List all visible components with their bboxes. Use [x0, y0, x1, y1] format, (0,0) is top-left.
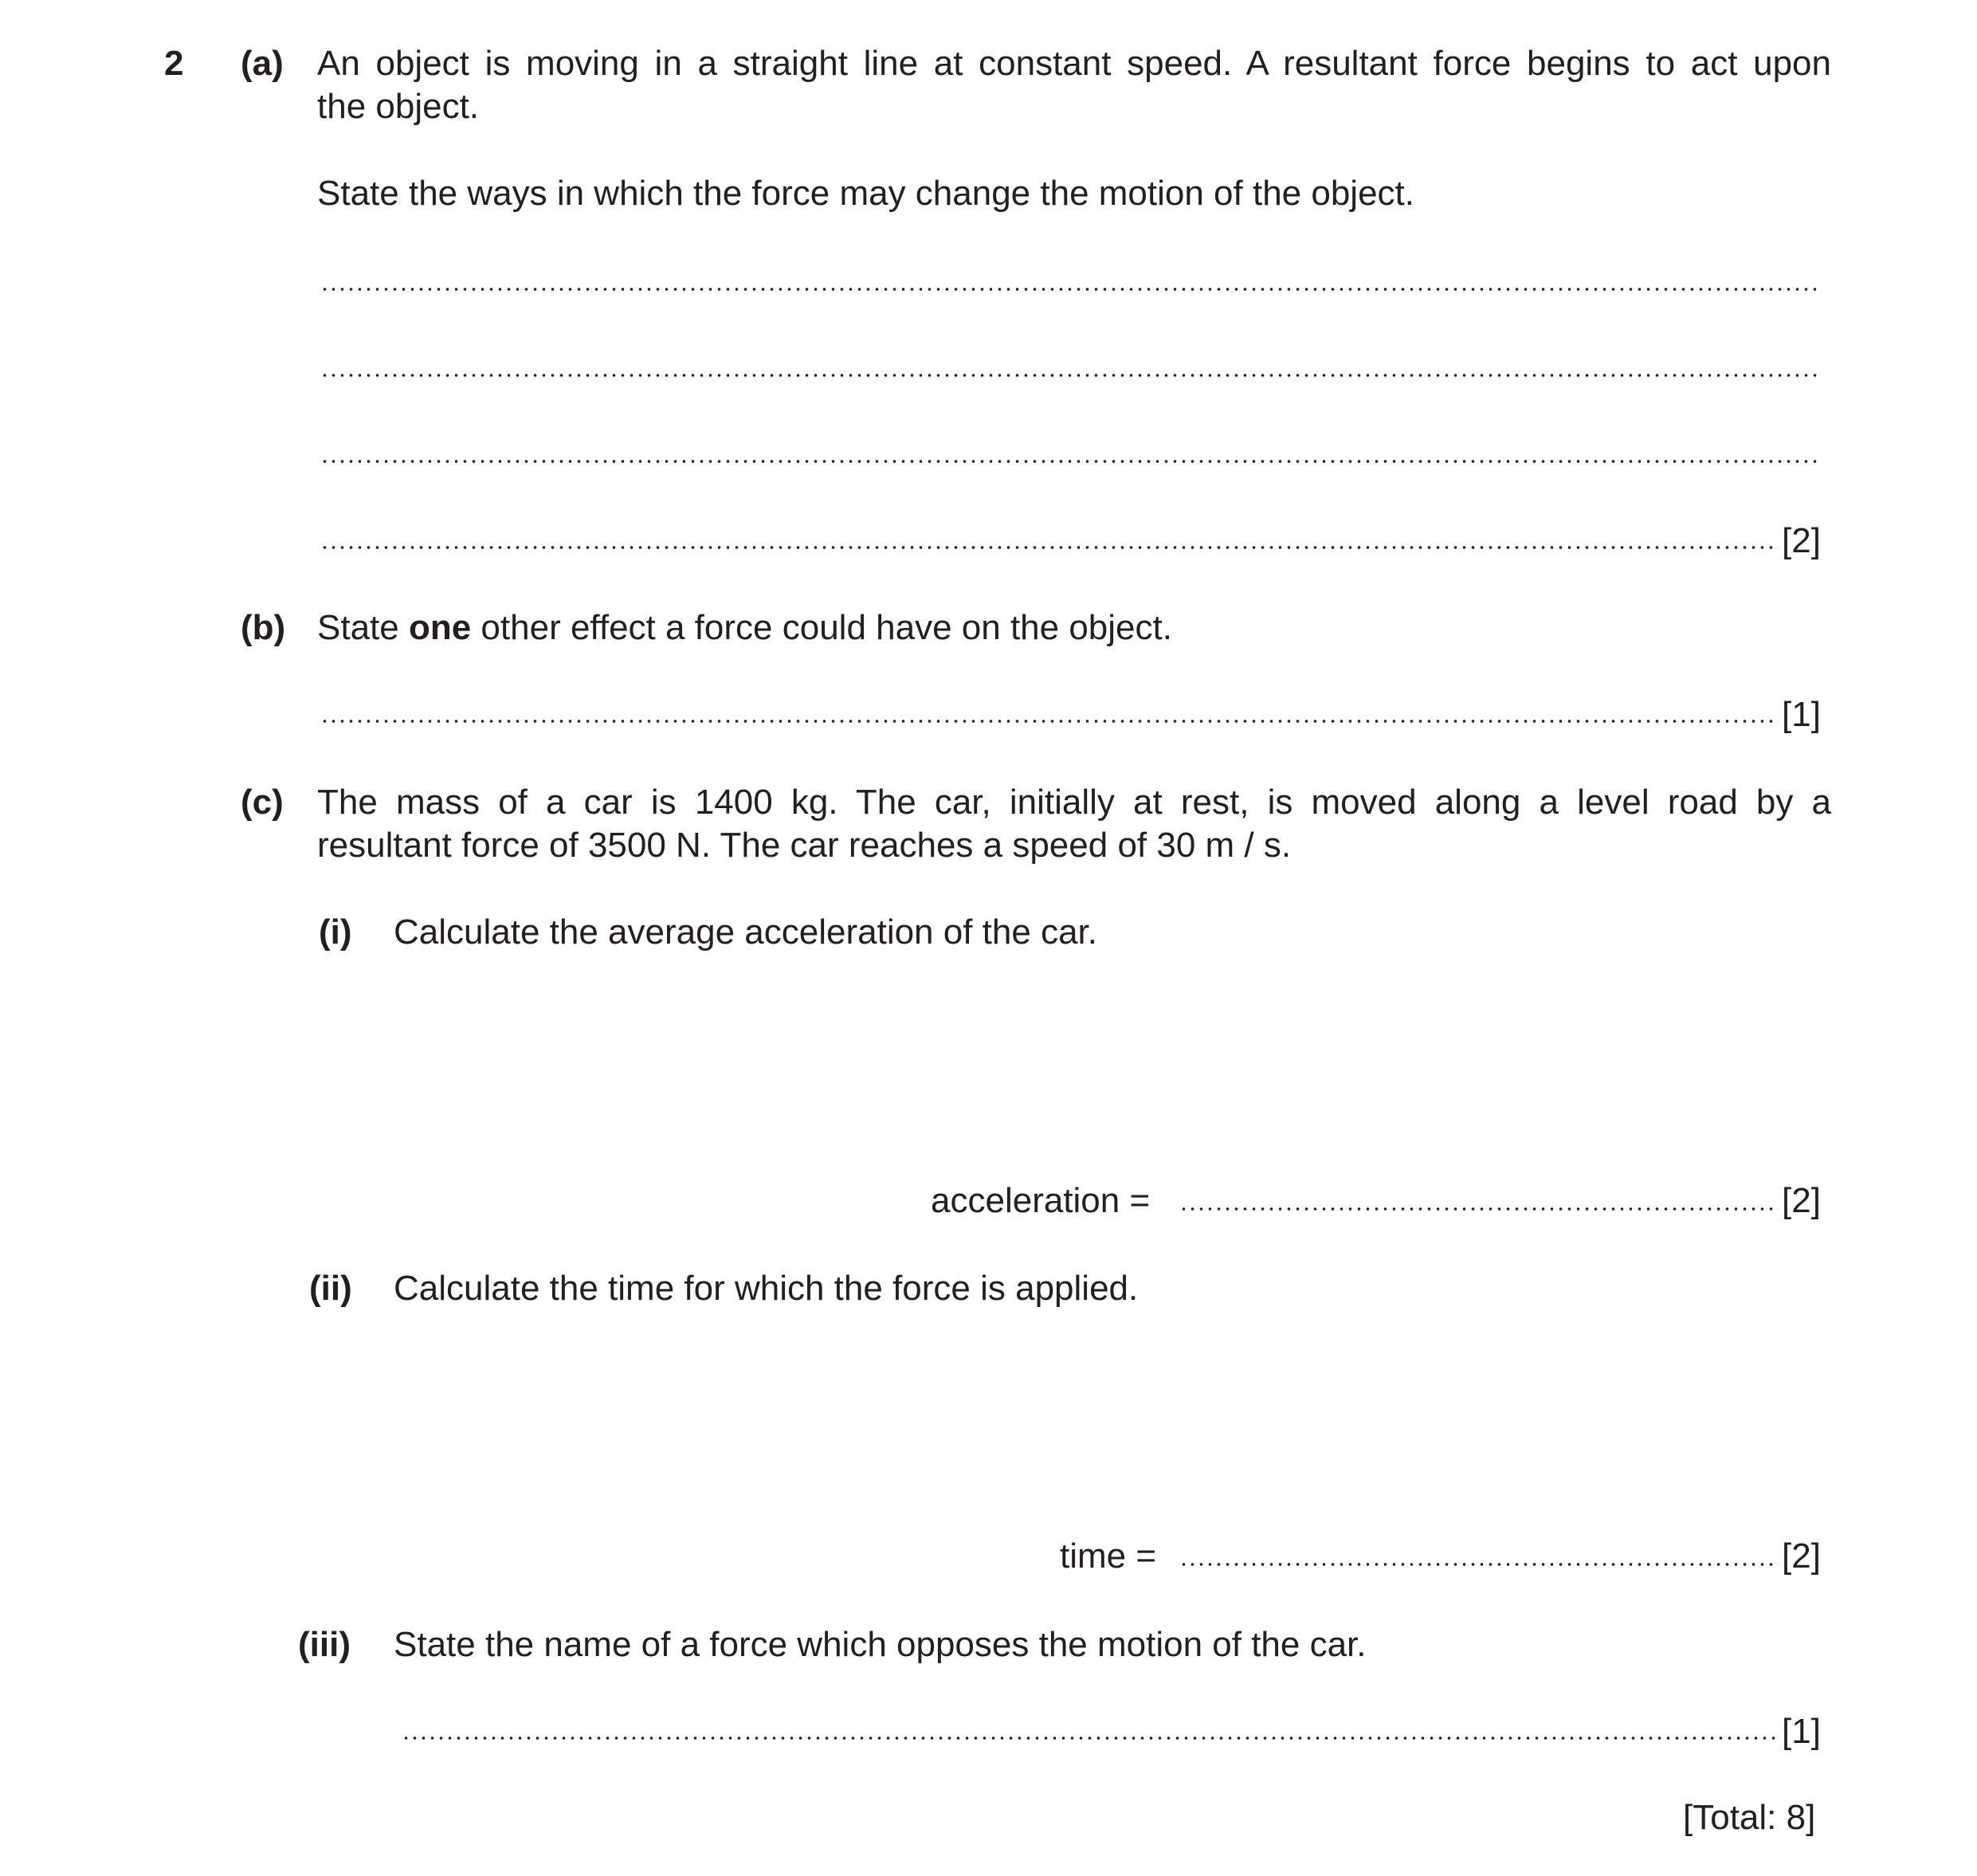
answer-line-c-iii[interactable] [402, 1736, 1779, 1741]
part-c-text-line2: resultant force of 3500 N. The car reaches a speed of 30 m / s. [317, 826, 1292, 865]
part-c-iii-marks: [1] [1782, 1712, 1821, 1751]
part-c-ii-prompt: Calculate the time for which the force is applied. [394, 1269, 1139, 1308]
acceleration-label: acceleration = [931, 1181, 1151, 1220]
part-c-ii-label: (ii) [309, 1269, 352, 1308]
part-c-iii-label: (iii) [298, 1625, 351, 1664]
part-b-prompt [317, 606, 1172, 650]
part-c-i-prompt: Calculate the average acceleration of the car. [394, 912, 1097, 952]
part-a-prompt: State the ways in which the force may change the motion of the object. [317, 174, 1414, 213]
part-b-prompt-prefix: State [317, 608, 409, 647]
answer-line-a-2[interactable] [320, 373, 1818, 378]
part-b-marks: [1] [1782, 695, 1821, 734]
part-c-i-marks: [2] [1782, 1181, 1821, 1220]
part-a-label: (a) [241, 44, 284, 83]
acceleration-answer-line[interactable] [1179, 1207, 1779, 1211]
part-b-prompt-bold: one [408, 608, 472, 647]
part-b-prompt-suffix: other effect a force could have on the object. [471, 608, 1172, 647]
answer-line-a-4[interactable] [320, 545, 1779, 550]
part-c-i-label: (i) [319, 912, 352, 952]
answer-line-b[interactable] [320, 719, 1779, 724]
part-c-text-line1: The mass of a car is 1400 kg. The car, initially at rest, is moved along a level road by a [317, 783, 1831, 822]
answer-line-a-1[interactable] [320, 287, 1818, 292]
part-c-iii-prompt: State the name of a force which opposes the motion of the car. [394, 1625, 1367, 1664]
part-a-text-line2: the object. [317, 87, 480, 126]
total-marks: [Total: 8] [1683, 1798, 1816, 1837]
part-a-text-line1: An object is moving in a straight line at constant speed. A resultant force begins to act upon [317, 44, 1831, 83]
part-a-marks: [2] [1782, 521, 1821, 560]
part-c-label: (c) [241, 783, 284, 822]
time-answer-line[interactable] [1179, 1562, 1779, 1567]
question-number: 2 [164, 44, 184, 83]
time-label: time = [1060, 1537, 1157, 1576]
answer-line-a-3[interactable] [320, 459, 1818, 464]
part-c-ii-marks: [2] [1782, 1537, 1821, 1576]
part-b-label: (b) [241, 608, 286, 647]
